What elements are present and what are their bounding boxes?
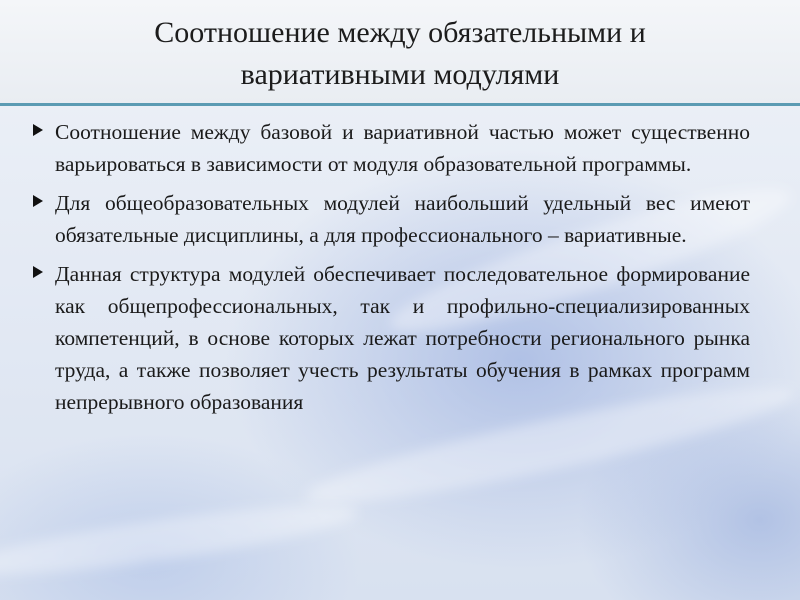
bullet-text: Данная структура модулей обеспечивает последовательное формирование как общепрофессиональных, так и профильно-специализированных компетенций, в основе которых лежат потребности регионального рынка труда, а также позволяет учесть результаты обучения в рамках программ непрерывного образования [55, 262, 750, 414]
slide-title-line-1: Соотношение между обязательными и [154, 16, 646, 49]
triangle-bullet-icon [33, 124, 43, 136]
triangle-bullet-icon [33, 195, 43, 207]
bullet-text: Для общеобразовательных модулей наибольший удельный вес имеют обязательные дисциплины, а для профессионального – вариативные. [55, 191, 750, 247]
slide-title-line-2: вариативными модулями [240, 58, 560, 91]
background-streak [0, 492, 361, 587]
bullet-list [30, 116, 750, 425]
title-area [0, 0, 800, 103]
triangle-bullet-icon [33, 266, 43, 278]
slide-title [40, 12, 760, 96]
bullet-item [30, 187, 750, 251]
bullet-item [30, 258, 750, 418]
bullet-text: Соотношение между базовой и вариативной частью может существенно варьироваться в зависимости от модуля образовательной программы. [55, 120, 750, 176]
title-divider [0, 103, 800, 106]
bullet-item [30, 116, 750, 180]
